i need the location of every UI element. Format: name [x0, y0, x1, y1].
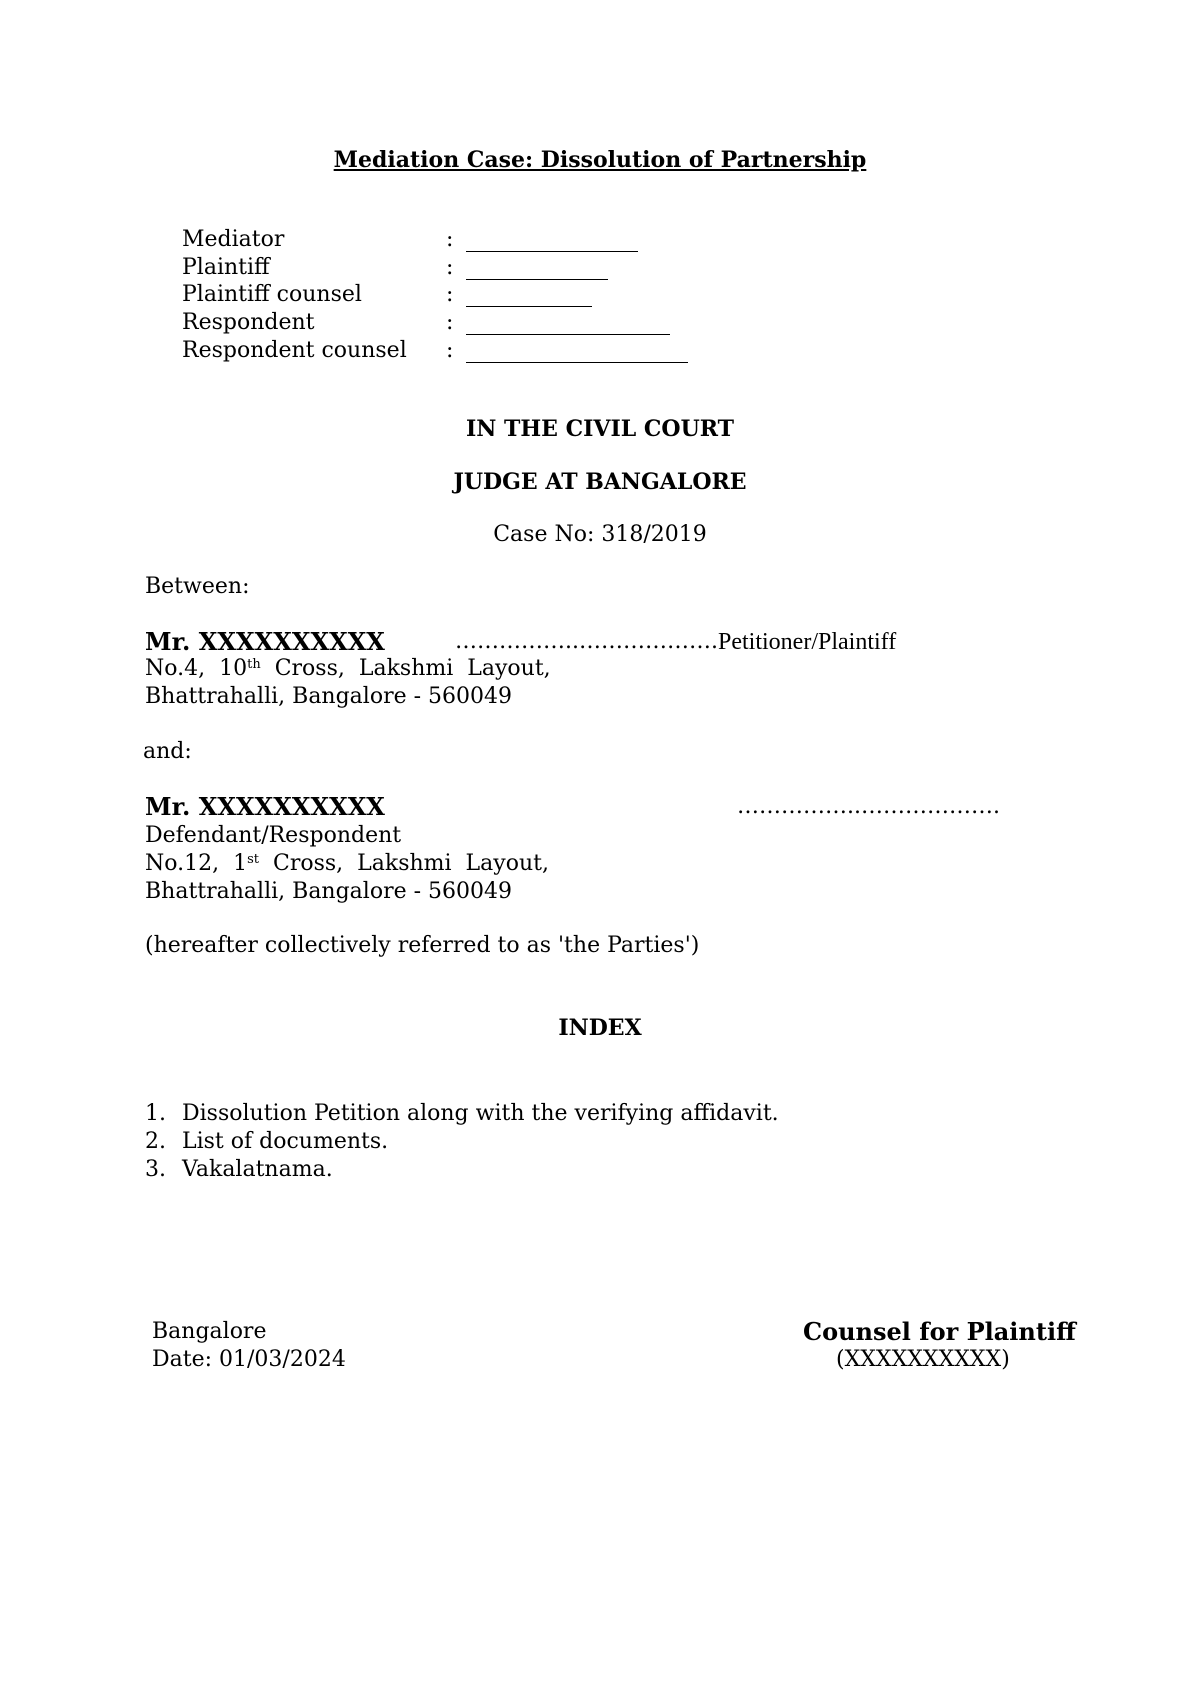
blank-line-plaintiff	[466, 279, 608, 280]
index-item-number: 2.	[145, 1129, 166, 1154]
index-heading: INDEX	[558, 1015, 642, 1041]
petitioner-role: Petitioner/Plaintiff	[718, 629, 897, 655]
and-label: and:	[143, 739, 192, 764]
case-number: Case No: 318/2019	[493, 522, 707, 547]
counsel-name: (XXXXXXXXXX)	[836, 1347, 1010, 1372]
index-item-text: List of documents.	[182, 1129, 389, 1154]
counsel-label: Counsel for Plaintiff	[803, 1317, 1076, 1346]
respondent-role: Defendant/Respondent	[145, 823, 402, 848]
court-judge-heading: JUDGE AT BANGALORE	[453, 469, 747, 495]
document-title: Mediation Case: Dissolution of Partnership	[333, 147, 867, 173]
petitioner-cross-num: 10	[219, 656, 248, 681]
field-colon: :	[446, 227, 454, 252]
field-colon: :	[446, 310, 454, 335]
petitioner-address-line2: Bhattrahalli, Bangalore - 560049	[145, 684, 513, 709]
respondent-dots: ……………..……………….	[737, 794, 1000, 819]
petitioner-dots: ……………..……………….	[455, 629, 718, 654]
petitioner-cross-sup: th	[247, 657, 261, 672]
petitioner-address-line1	[145, 655, 551, 683]
index-item-text: Vakalatnama.	[182, 1157, 333, 1182]
field-colon: :	[446, 255, 454, 280]
respondent-cross-rest: Cross, Lakshmi Layout,	[273, 851, 549, 876]
between-label: Between:	[145, 574, 250, 599]
respondent-cross-sup: st	[247, 852, 259, 867]
respondent-name: Mr. XXXXXXXXXX	[145, 792, 385, 821]
respondent-cross-num: 1	[233, 851, 248, 876]
petitioner-address-no: No.4,	[145, 656, 206, 681]
field-label-plaintiff: Plaintiff	[182, 255, 270, 280]
index-item-text: Dissolution Petition along with the verifying affidavit.	[182, 1101, 779, 1126]
petitioner-cross-rest: Cross, Lakshmi Layout,	[274, 656, 551, 681]
index-item-number: 3.	[145, 1157, 166, 1182]
field-colon: :	[446, 282, 454, 307]
respondent-address-line1	[145, 850, 549, 878]
field-label-respondent-counsel: Respondent counsel	[182, 338, 407, 363]
footer-place: Bangalore	[152, 1319, 267, 1344]
field-label-respondent: Respondent	[182, 310, 315, 335]
blank-line-respondent-counsel	[466, 362, 688, 363]
respondent-address-no: No.12,	[145, 851, 220, 876]
petitioner-name: Mr. XXXXXXXXXX	[145, 627, 385, 656]
blank-line-respondent	[466, 334, 670, 335]
field-colon: :	[446, 338, 454, 363]
parties-note: (hereafter collectively referred to as 'the Parties')	[145, 933, 700, 958]
respondent-address-line2: Bhattrahalli, Bangalore - 560049	[145, 879, 513, 904]
field-label-plaintiff-counsel: Plaintiff counsel	[182, 282, 362, 307]
court-heading: IN THE CIVIL COURT	[465, 416, 735, 442]
footer-date: Date: 01/03/2024	[152, 1347, 346, 1372]
blank-line-plaintiff-counsel	[466, 306, 592, 307]
index-item-number: 1.	[145, 1101, 166, 1126]
blank-line-mediator	[466, 251, 638, 252]
field-label-mediator: Mediator	[182, 227, 285, 252]
